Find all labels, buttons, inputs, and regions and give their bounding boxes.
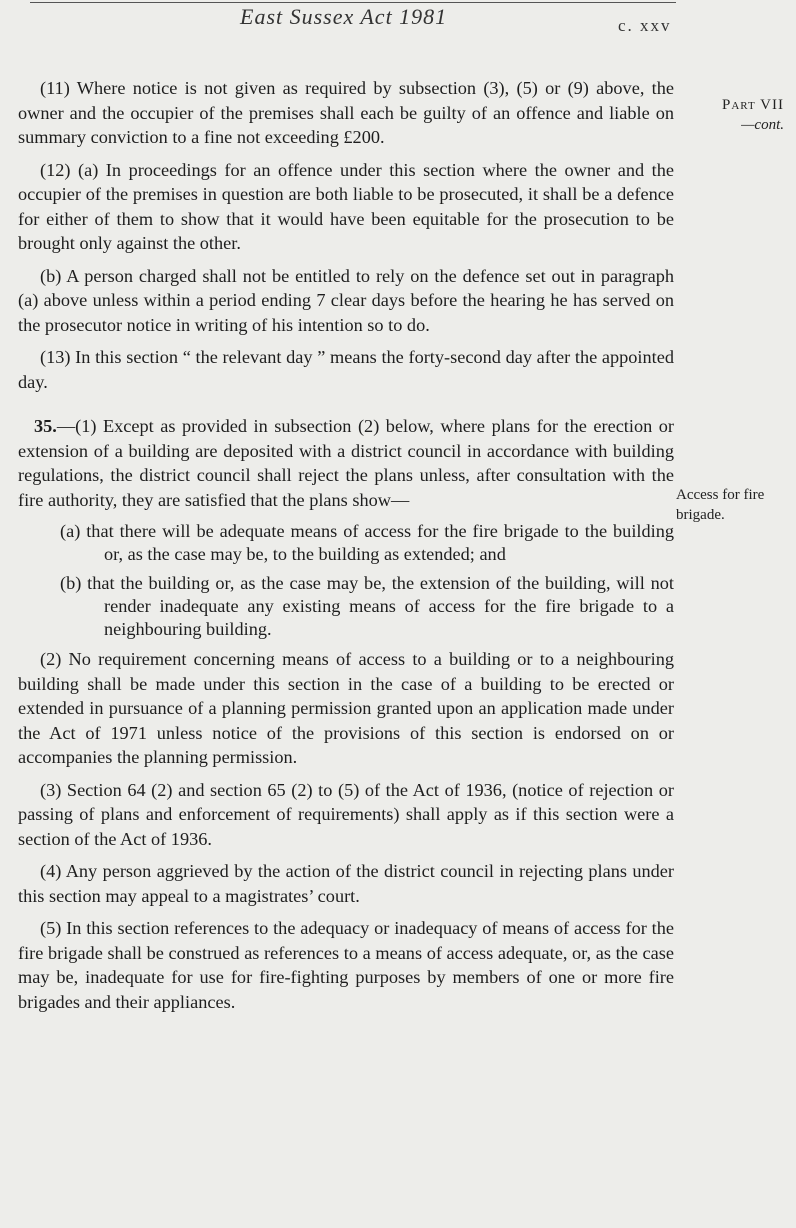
section-35-1a: (a) that there will be adequate means of access for the fire brigade to the building or, as the case may be, to the building as extended; and: [60, 521, 674, 564]
chapter-number: c. xxv: [618, 16, 672, 35]
section-35-5: (5) In this section references to the adequacy or inadequacy of means of access for the fire brigade shall be construed as references to a means of access adequate, or, as the case may be, inadequate for use for fire-fighting purposes by members of one or more fire brigades and their appliances.: [18, 918, 674, 1012]
body-text: [18, 76, 674, 1022]
part-continued: —cont.: [741, 117, 784, 133]
margin-note-access: Access for fire brigade.: [676, 487, 765, 523]
section-number: 35.: [34, 416, 57, 436]
part-label: Part VII: [722, 97, 784, 113]
running-title: East Sussex Act 1981: [240, 4, 448, 29]
margin-note-part: [694, 95, 784, 135]
subsection-11: (11) Where notice is not given as required by subsection (3), (5) or (9) above, the owner and the occupier of the premises shall each be guilty of an offence and liable on summary conviction to a fine not exceeding £200.: [18, 78, 674, 147]
header-rule: [30, 2, 676, 3]
subsection-12b: (b) A person charged shall not be entitled to rely on the defence set out in paragraph (a) above unless within a period ending 7 clear days before the hearing he has served on the prosecutor notice in writing of his intention so to do.: [18, 265, 674, 335]
section-35-1-text: —(1) Except as provided in subsection (2) below, where plans for the erection or extension of a building are deposited with a district council in accordance with building regulations, the district council shall reject the plans unless, after consultation with the fire authority, they are satisfied that the plans show—: [18, 416, 674, 510]
section-35-3: (3) Section 64 (2) and section 65 (2) to (5) of the Act of 1936, (notice of rejection or passing of plans and enforcement of requirements) shall apply as if this section were a section of the Act of 1936.: [18, 779, 674, 849]
subsection-13: (13) In this section “ the relevant day ” means the forty-second day after the appointed day.: [18, 347, 674, 392]
section-35-1b: (b) that the building or, as the case may be, the extension of the building, will not render inadequate any existing means of access for the fire brigade to a neighbouring building.: [60, 573, 674, 639]
section-35-2: (2) No requirement concerning means of access to a building or to a neighbouring building shall be made under this section in the case of a building to be erected or extended in pursuance of a planning permission granted upon an application made under the Act of 1971 unless notice of the provisions of this section is endorsed on or accompanies the planning permission.: [18, 649, 674, 767]
subsection-12a: (12) (a) In proceedings for an offence under this section where the owner and the occupier of the premises in question are both liable to be prosecuted, it shall be a defence for either of them to show that it would have been equitable for the prosecution to be brought only against the other.: [18, 159, 674, 253]
section-35-1: [18, 414, 674, 512]
section-35-4: (4) Any person aggrieved by the action of the district council in rejecting plans under this section may appeal to a magistrates’ court.: [18, 861, 674, 906]
